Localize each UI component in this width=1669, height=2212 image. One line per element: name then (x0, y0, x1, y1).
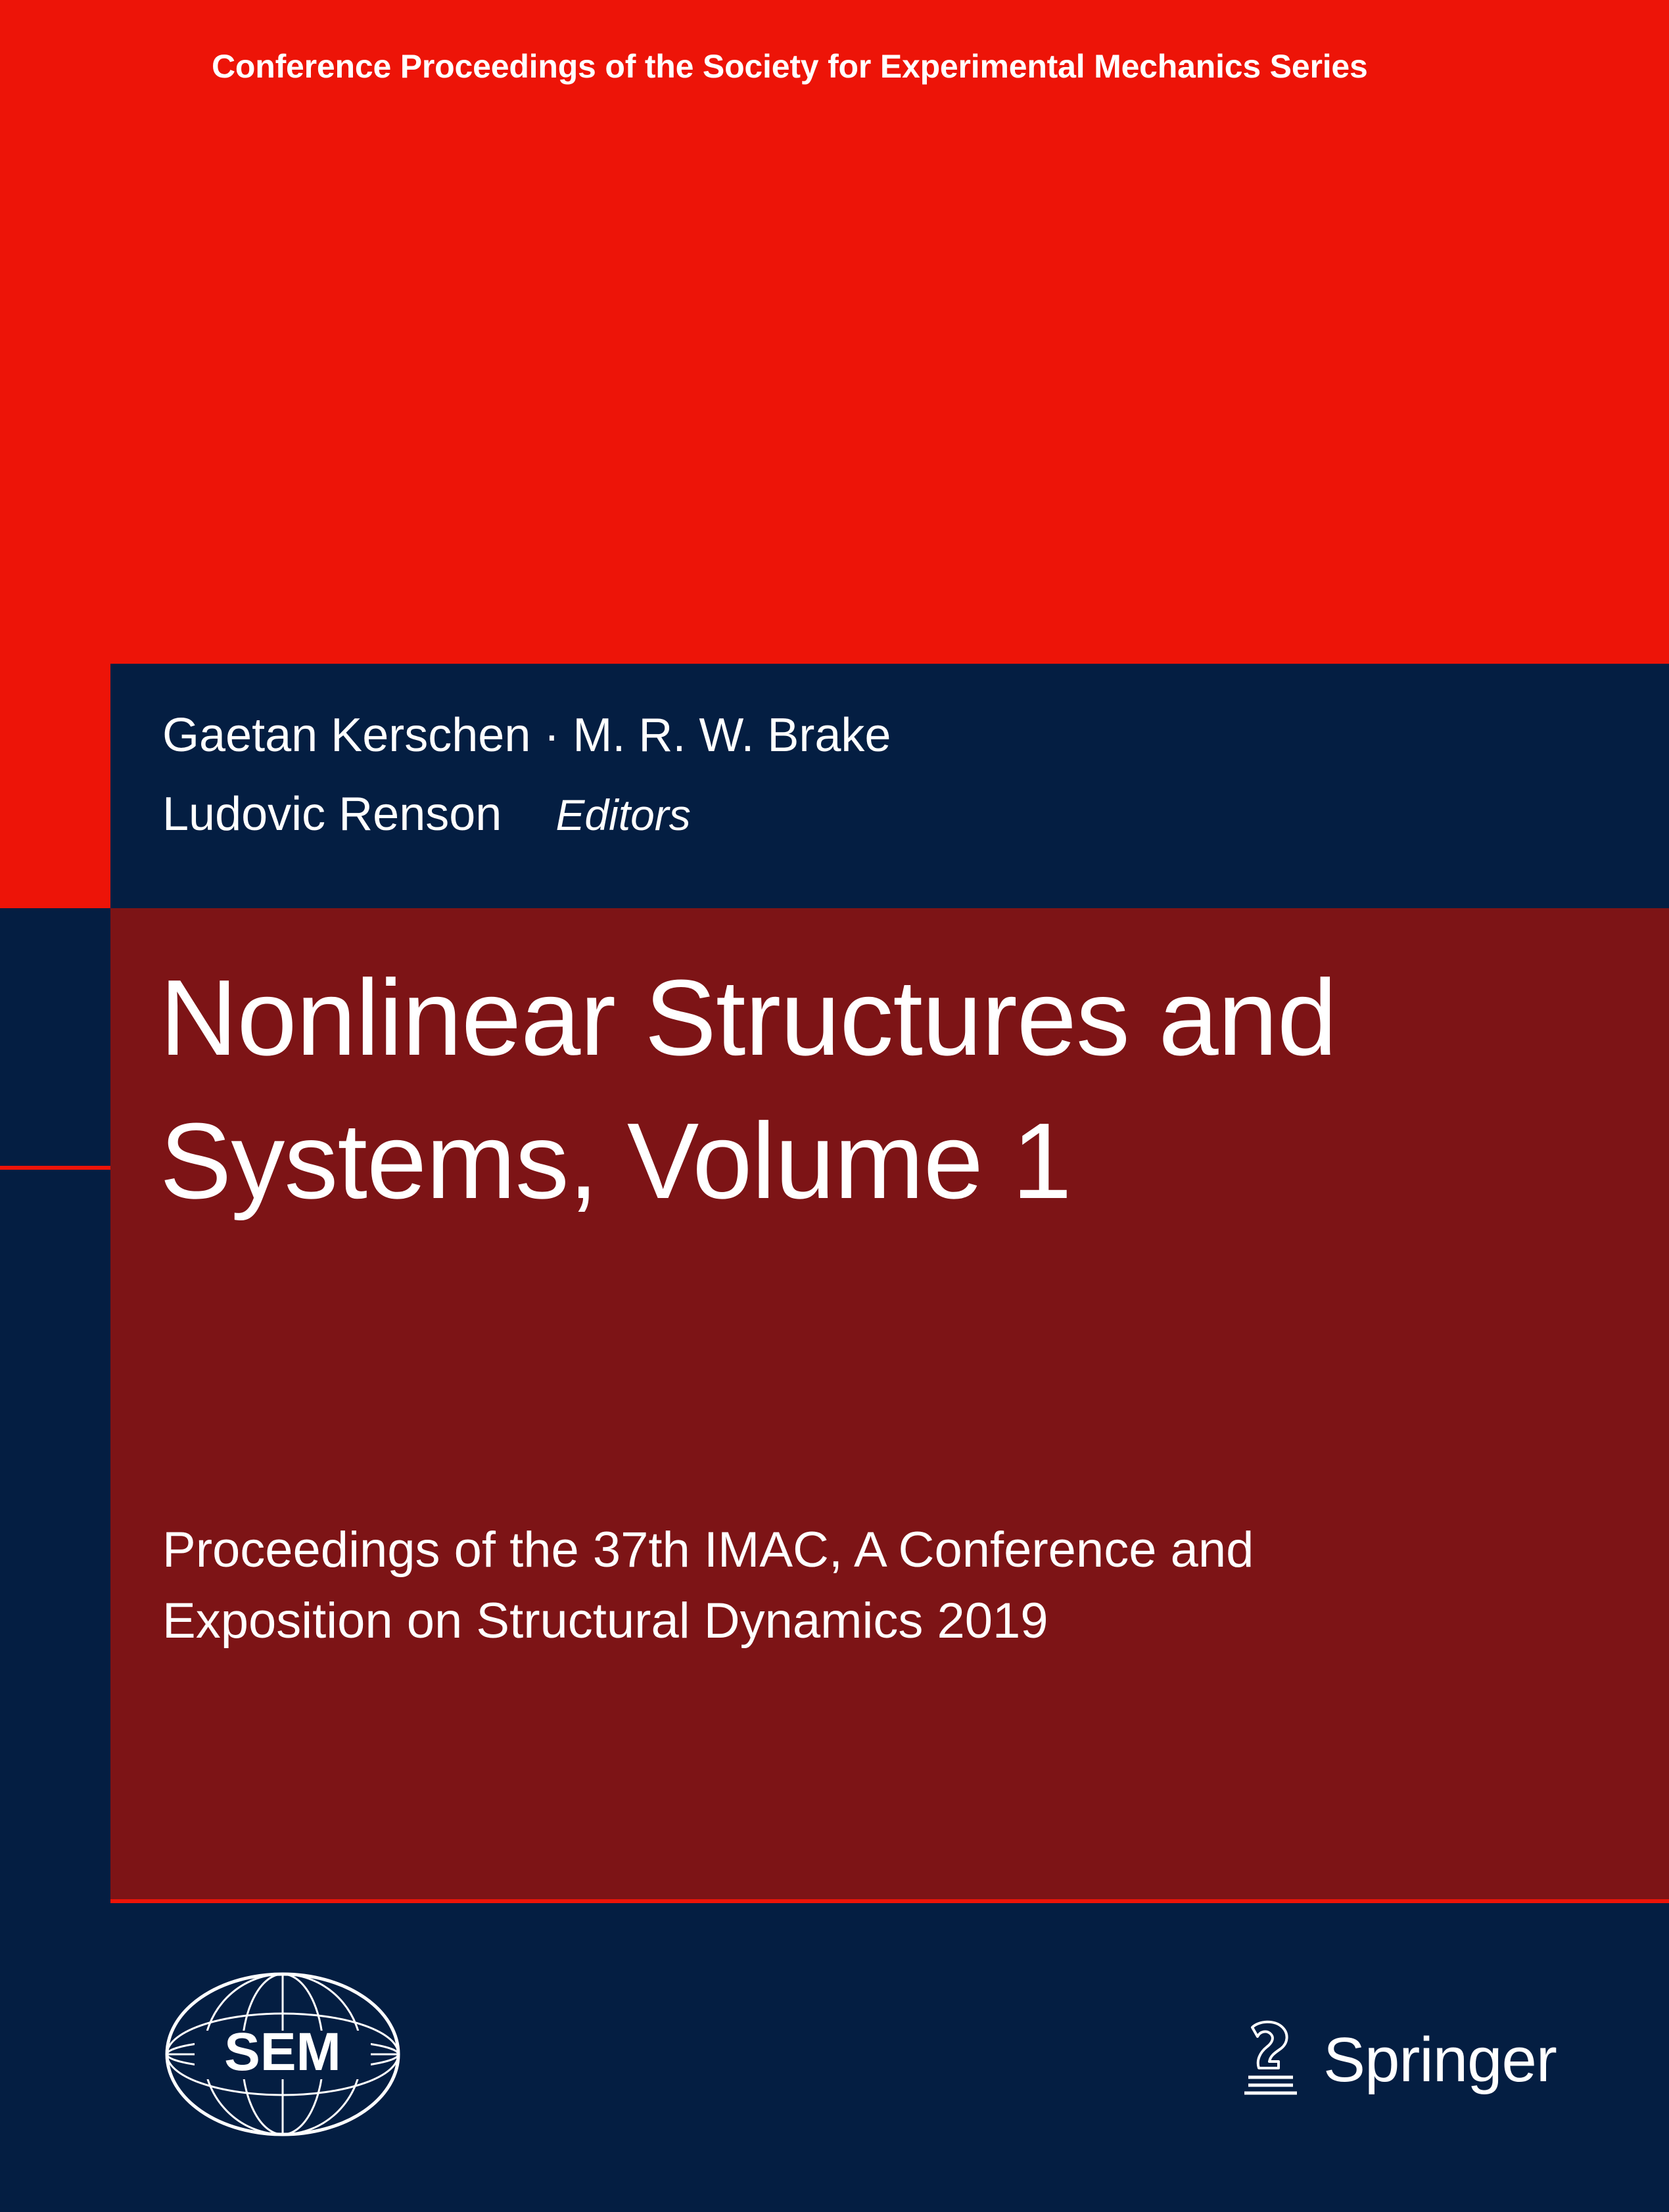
editor-name-third: Ludovic Renson (162, 788, 502, 841)
publisher-name: Springer (1323, 2025, 1557, 2095)
series-title: Conference Proceedings of the Society for Experimental Mechanics Series (212, 48, 1368, 85)
springer-logo (1233, 2011, 1557, 2109)
author-band (110, 664, 1669, 908)
editor-names-line-1: Gaetan Kerschen · M. R. W. Brake (162, 709, 891, 762)
left-edge-strip-navy-upper (0, 908, 110, 1166)
series-band (0, 0, 1669, 664)
editor-names-line-2 (162, 787, 691, 841)
editors-label: Editors (555, 791, 691, 839)
springer-knight-icon (1233, 2017, 1305, 2104)
left-edge-strip-red (0, 664, 110, 908)
left-edge-strip-navy-lower (0, 1170, 110, 2212)
page-title: Nonlinear Structures and Systems, Volume 1 (160, 957, 1337, 1222)
sem-logo (164, 1971, 401, 2137)
sem-logo-text: SEM (224, 2022, 341, 2082)
book-subtitle: Proceedings of the 37th IMAC, A Conference and Exposition on Structural Dynamics 2019 (162, 1522, 1254, 1649)
